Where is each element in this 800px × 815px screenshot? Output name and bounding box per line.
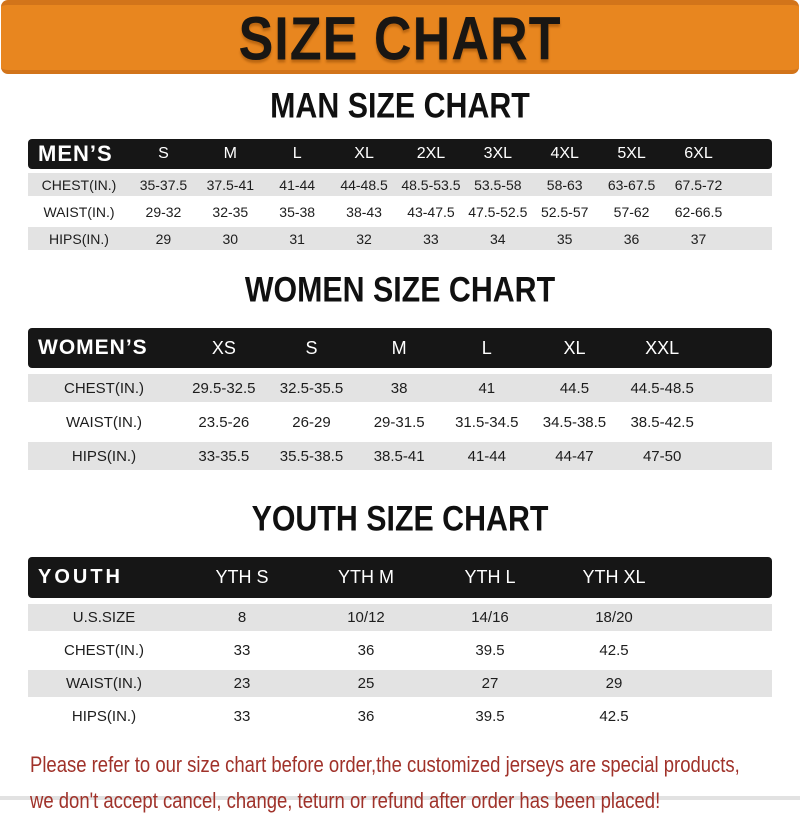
row-spacer — [732, 173, 772, 196]
size-cell: 14/16 — [428, 604, 552, 631]
size-cell: 36 — [304, 703, 428, 730]
column-header: L — [264, 139, 331, 169]
size-cell: 41-44 — [264, 173, 331, 196]
column-header: YTH XL — [552, 557, 676, 598]
size-cell: 62-66.5 — [665, 200, 732, 223]
section-heading: MAN SIZE CHART — [270, 85, 530, 126]
table-row — [28, 374, 772, 402]
table-row — [28, 227, 772, 250]
size-chart-sections — [0, 87, 800, 736]
column-header: YTH L — [428, 557, 552, 598]
table-row — [28, 637, 772, 664]
row-label: CHEST(IN.) — [28, 173, 130, 196]
size-cell: 36 — [304, 637, 428, 664]
size-cell: 35.5-38.5 — [268, 442, 356, 470]
size-cell: 41-44 — [443, 442, 531, 470]
size-cell: 63-67.5 — [598, 173, 665, 196]
size-cell: 31.5-34.5 — [443, 408, 531, 436]
size-cell: 58-63 — [531, 173, 598, 196]
header-spacer — [732, 139, 772, 169]
size-cell: 48.5-53.5 — [398, 173, 465, 196]
table-header-row — [28, 139, 772, 169]
table-header-row — [28, 557, 772, 598]
row-spacer — [732, 227, 772, 250]
size-cell: 39.5 — [428, 637, 552, 664]
footer-notice — [30, 751, 800, 815]
size-cell: 34.5-38.5 — [531, 408, 619, 436]
column-header: XS — [180, 328, 268, 368]
size-cell: 42.5 — [552, 703, 676, 730]
size-cell: 38.5-42.5 — [618, 408, 706, 436]
size-cell: 29 — [130, 227, 197, 250]
size-cell: 23.5-26 — [180, 408, 268, 436]
column-header: S — [268, 328, 356, 368]
column-header: M — [355, 328, 443, 368]
column-header: 2XL — [398, 139, 465, 169]
size-cell: 44.5-48.5 — [618, 374, 706, 402]
size-cell: 34 — [464, 227, 531, 250]
column-header: 5XL — [598, 139, 665, 169]
section-heading: WOMEN SIZE CHART — [244, 269, 556, 310]
size-cell: 33-35.5 — [180, 442, 268, 470]
size-cell: 32.5-35.5 — [268, 374, 356, 402]
table-header-row — [28, 328, 772, 368]
size-cell: 38-43 — [331, 200, 398, 223]
header-spacer — [676, 557, 772, 598]
row-spacer — [706, 374, 772, 402]
size-cell: 18/20 — [552, 604, 676, 631]
size-cell: 29-32 — [130, 200, 197, 223]
row-spacer — [676, 703, 772, 730]
column-header: XL — [331, 139, 398, 169]
size-cell: 23 — [180, 670, 304, 697]
row-spacer — [732, 200, 772, 223]
column-header: XL — [531, 328, 619, 368]
size-cell: 37 — [665, 227, 732, 250]
column-header: 4XL — [531, 139, 598, 169]
size-cell: 8 — [180, 604, 304, 631]
size-cell: 29.5-32.5 — [180, 374, 268, 402]
size-cell: 31 — [264, 227, 331, 250]
column-header: 3XL — [464, 139, 531, 169]
row-label: HIPS(IN.) — [28, 442, 180, 470]
row-label: HIPS(IN.) — [28, 227, 130, 250]
size-cell: 35-38 — [264, 200, 331, 223]
section-heading: YOUTH SIZE CHART — [251, 498, 549, 539]
size-cell: 35-37.5 — [130, 173, 197, 196]
size-table — [28, 551, 772, 736]
column-header: YTH M — [304, 557, 428, 598]
table-row — [28, 442, 772, 470]
size-cell: 26-29 — [268, 408, 356, 436]
size-cell: 38 — [355, 374, 443, 402]
size-cell: 29-31.5 — [355, 408, 443, 436]
table-row — [28, 200, 772, 223]
size-cell: 10/12 — [304, 604, 428, 631]
notice-line-2: we don't accept cancel, change, teturn or refund after order has been placed! — [30, 787, 661, 813]
size-cell: 47-50 — [618, 442, 706, 470]
table-row — [28, 408, 772, 436]
size-cell: 33 — [180, 703, 304, 730]
size-cell: 30 — [197, 227, 264, 250]
row-spacer — [676, 604, 772, 631]
size-table — [28, 322, 772, 476]
row-label: CHEST(IN.) — [28, 374, 180, 402]
size-cell: 36 — [598, 227, 665, 250]
table-title: WOMEN’S — [28, 328, 180, 368]
size-chart-section — [0, 271, 800, 476]
size-cell: 35 — [531, 227, 598, 250]
size-cell: 57-62 — [598, 200, 665, 223]
size-cell: 43-47.5 — [398, 200, 465, 223]
size-cell: 53.5-58 — [464, 173, 531, 196]
row-spacer — [676, 670, 772, 697]
size-cell: 44-47 — [531, 442, 619, 470]
notice-line-1: Please refer to our size chart before order,the customized jerseys are special products, — [30, 752, 740, 777]
row-label: WAIST(IN.) — [28, 670, 180, 697]
column-header: M — [197, 139, 264, 169]
size-cell: 52.5-57 — [531, 200, 598, 223]
size-chart-section — [0, 87, 800, 254]
size-cell: 32 — [331, 227, 398, 250]
size-cell: 32-35 — [197, 200, 264, 223]
header-spacer — [706, 328, 772, 368]
size-chart-section — [0, 500, 800, 736]
column-header: S — [130, 139, 197, 169]
size-cell: 67.5-72 — [665, 173, 732, 196]
column-header: 6XL — [665, 139, 732, 169]
size-cell: 33 — [398, 227, 465, 250]
size-cell: 29 — [552, 670, 676, 697]
row-spacer — [676, 637, 772, 664]
row-label: HIPS(IN.) — [28, 703, 180, 730]
size-table — [28, 135, 772, 254]
size-cell: 39.5 — [428, 703, 552, 730]
row-spacer — [706, 442, 772, 470]
size-cell: 44-48.5 — [331, 173, 398, 196]
row-spacer — [706, 408, 772, 436]
table-row — [28, 703, 772, 730]
size-cell: 27 — [428, 670, 552, 697]
row-label: CHEST(IN.) — [28, 637, 180, 664]
table-row — [28, 670, 772, 697]
size-cell: 47.5-52.5 — [464, 200, 531, 223]
table-row — [28, 604, 772, 631]
row-label: WAIST(IN.) — [28, 408, 180, 436]
size-cell: 37.5-41 — [197, 173, 264, 196]
table-row — [28, 173, 772, 196]
size-cell: 42.5 — [552, 637, 676, 664]
size-cell: 44.5 — [531, 374, 619, 402]
size-cell: 38.5-41 — [355, 442, 443, 470]
column-header: L — [443, 328, 531, 368]
table-title: MEN’S — [28, 139, 130, 169]
row-label: U.S.SIZE — [28, 604, 180, 631]
size-cell: 41 — [443, 374, 531, 402]
banner — [1, 0, 799, 74]
column-header: XXL — [618, 328, 706, 368]
size-cell: 33 — [180, 637, 304, 664]
size-cell: 25 — [304, 670, 428, 697]
row-label: WAIST(IN.) — [28, 200, 130, 223]
page-title: SIZE CHART — [238, 2, 562, 73]
column-header: YTH S — [180, 557, 304, 598]
table-title: YOUTH — [28, 557, 180, 598]
